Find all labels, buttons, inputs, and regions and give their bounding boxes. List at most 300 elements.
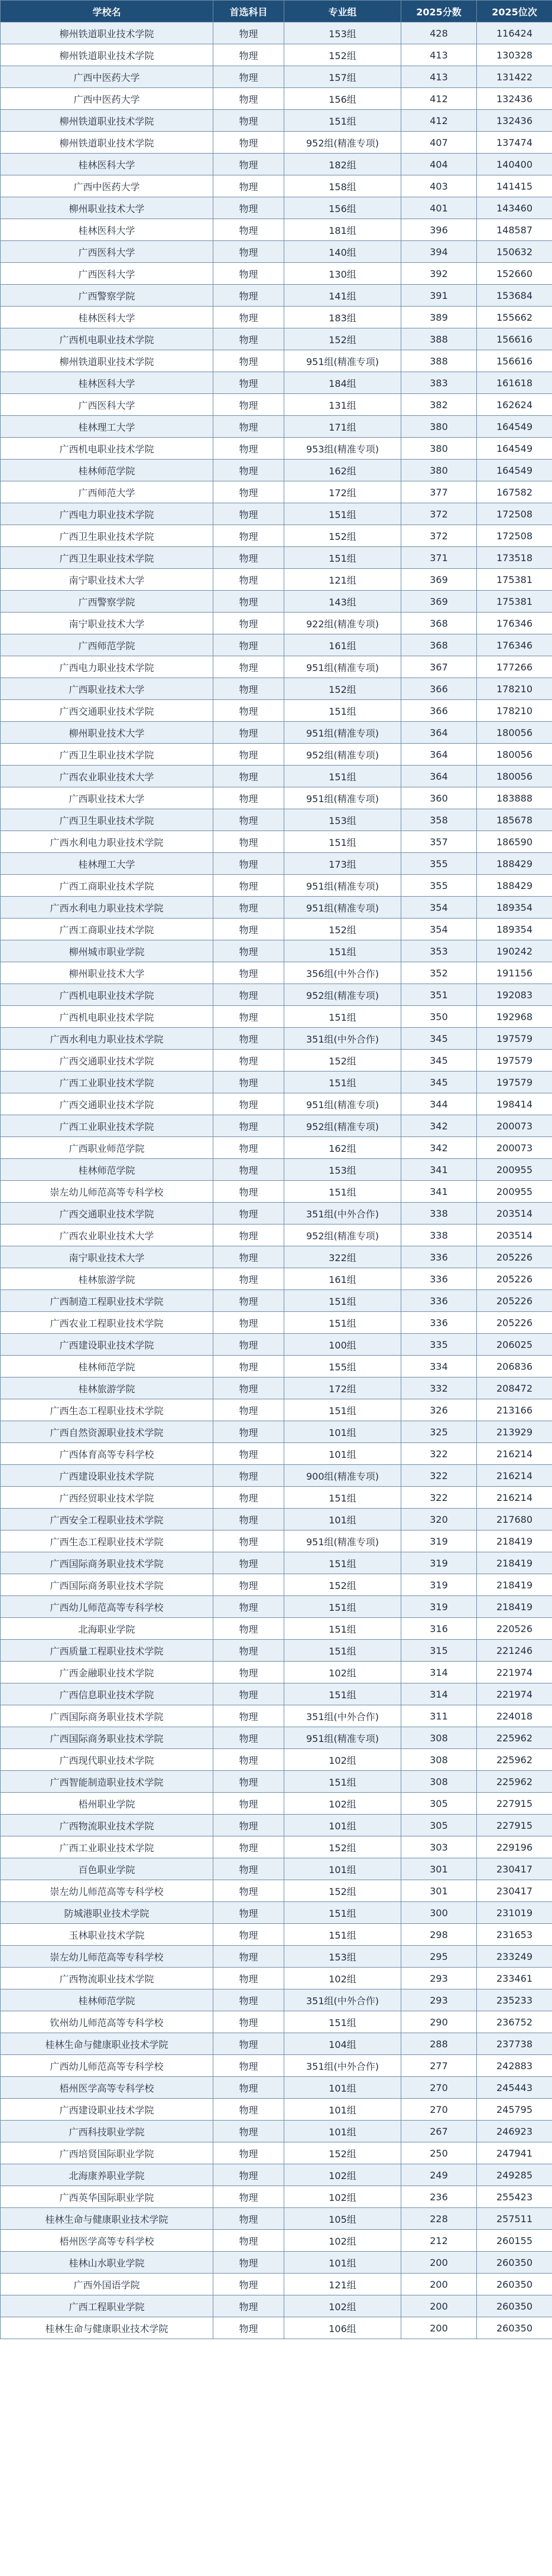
- school-name-cell: 广西水利电力职业技术学院: [1, 831, 213, 853]
- school-name-cell: 柳州铁道职业技术学院: [1, 350, 213, 372]
- rank-cell: 164549: [477, 438, 552, 460]
- subject-cell: 物理: [213, 1530, 284, 1552]
- major-group-cell: 951组(精准专项): [284, 897, 401, 919]
- major-group-cell: 101组: [284, 2077, 401, 2099]
- rank-cell: 220526: [477, 1618, 552, 1640]
- table-row: [1, 831, 552, 853]
- table-row: [1, 2230, 552, 2252]
- school-name-cell: 广西农业工程职业技术学院: [1, 1312, 213, 1334]
- table-row: [1, 328, 552, 350]
- school-name-cell: 桂林医科大学: [1, 307, 213, 328]
- major-group-cell: 101组: [284, 1443, 401, 1465]
- rank-cell: 156616: [477, 350, 552, 372]
- table-row: [1, 809, 552, 831]
- score-cell: 314: [401, 1662, 477, 1683]
- score-cell: 334: [401, 1356, 477, 1377]
- major-group-cell: 101组: [284, 1421, 401, 1443]
- table-row: [1, 44, 552, 66]
- subject-cell: 物理: [213, 416, 284, 438]
- subject-cell: 物理: [213, 241, 284, 263]
- rank-cell: 260155: [477, 2230, 552, 2252]
- table-row: [1, 1093, 552, 1115]
- table-row: [1, 372, 552, 394]
- rank-cell: 208472: [477, 1377, 552, 1399]
- rank-cell: 230417: [477, 1880, 552, 1902]
- subject-cell: 物理: [213, 1093, 284, 1115]
- subject-cell: 物理: [213, 460, 284, 481]
- score-cell: 382: [401, 394, 477, 416]
- score-cell: 301: [401, 1880, 477, 1902]
- subject-cell: 物理: [213, 1290, 284, 1312]
- subject-cell: 物理: [213, 809, 284, 831]
- rank-cell: 164549: [477, 416, 552, 438]
- major-group-cell: 151组: [284, 766, 401, 787]
- score-cell: 388: [401, 350, 477, 372]
- table-row: [1, 154, 552, 175]
- major-group-cell: 153组: [284, 1946, 401, 1968]
- rank-cell: 150632: [477, 241, 552, 263]
- table-row: [1, 1662, 552, 1683]
- subject-cell: 物理: [213, 1399, 284, 1421]
- school-name-cell: 广西国际商务职业技术学院: [1, 1552, 213, 1574]
- table-row: [1, 350, 552, 372]
- table-row: [1, 1574, 552, 1596]
- major-group-cell: 151组: [284, 1618, 401, 1640]
- table-row: [1, 219, 552, 241]
- school-name-cell: 广西医科大学: [1, 263, 213, 285]
- score-cell: 352: [401, 962, 477, 984]
- rank-cell: 200073: [477, 1137, 552, 1159]
- school-name-cell: 广西警察学院: [1, 591, 213, 613]
- subject-cell: 物理: [213, 766, 284, 787]
- table-row: [1, 1683, 552, 1705]
- subject-cell: 物理: [213, 1727, 284, 1749]
- major-group-cell: 173组: [284, 853, 401, 875]
- score-cell: 364: [401, 744, 477, 766]
- major-group-cell: 151组: [284, 2011, 401, 2033]
- table-row: [1, 1421, 552, 1443]
- school-name-cell: 广西师范学院: [1, 634, 213, 656]
- school-name-cell: 南宁职业技术大学: [1, 569, 213, 591]
- table-row: [1, 2295, 552, 2317]
- table-row: [1, 853, 552, 875]
- school-name-cell: 广西质量工程职业技术学院: [1, 1640, 213, 1662]
- rank-cell: 231653: [477, 1924, 552, 1946]
- subject-cell: 物理: [213, 1552, 284, 1574]
- rank-cell: 245443: [477, 2077, 552, 2099]
- major-group-cell: 162组: [284, 1137, 401, 1159]
- rank-cell: 183888: [477, 787, 552, 809]
- subject-cell: 物理: [213, 2011, 284, 2033]
- score-cell: 380: [401, 460, 477, 481]
- major-group-cell: 356组(中外合作): [284, 962, 401, 984]
- rank-cell: 200955: [477, 1181, 552, 1203]
- rank-cell: 249285: [477, 2164, 552, 2186]
- school-name-cell: 桂林生命与健康职业技术学院: [1, 2208, 213, 2230]
- table-row: [1, 700, 552, 722]
- score-cell: 364: [401, 722, 477, 744]
- subject-cell: 物理: [213, 1225, 284, 1246]
- table-row: [1, 1225, 552, 1246]
- subject-cell: 物理: [213, 1377, 284, 1399]
- score-cell: 380: [401, 416, 477, 438]
- major-group-cell: 156组: [284, 197, 401, 219]
- score-cell: 372: [401, 503, 477, 525]
- table-row: [1, 1836, 552, 1858]
- major-group-cell: 151组: [284, 940, 401, 962]
- rank-cell: 218419: [477, 1530, 552, 1552]
- score-cell: 342: [401, 1137, 477, 1159]
- score-cell: 336: [401, 1312, 477, 1334]
- rank-cell: 235233: [477, 1989, 552, 2011]
- major-group-cell: 151组: [284, 1640, 401, 1662]
- table-row: [1, 547, 552, 569]
- table-row: [1, 460, 552, 481]
- school-name-cell: 广西水利电力职业技术学院: [1, 897, 213, 919]
- score-cell: 355: [401, 875, 477, 897]
- header-major-group: 专业组: [284, 1, 401, 22]
- school-name-cell: 玉林职业技术学院: [1, 1924, 213, 1946]
- major-group-cell: 151组: [284, 1771, 401, 1793]
- rank-cell: 221974: [477, 1662, 552, 1683]
- table-row: [1, 2252, 552, 2274]
- table-row: [1, 438, 552, 460]
- header-rank: 2025位次: [477, 1, 552, 22]
- school-name-cell: 广西职业技术大学: [1, 787, 213, 809]
- table-row: [1, 962, 552, 984]
- table-row: [1, 503, 552, 525]
- major-group-cell: 152组: [284, 1574, 401, 1596]
- rank-cell: 175381: [477, 591, 552, 613]
- score-cell: 396: [401, 219, 477, 241]
- subject-cell: 物理: [213, 1268, 284, 1290]
- school-name-cell: 广西交通职业技术学院: [1, 1093, 213, 1115]
- subject-cell: 物理: [213, 831, 284, 853]
- major-group-cell: 101组: [284, 2099, 401, 2121]
- major-group-cell: 106组: [284, 2317, 401, 2339]
- rank-cell: 141415: [477, 175, 552, 197]
- school-name-cell: 广西国际商务职业技术学院: [1, 1574, 213, 1596]
- major-group-cell: 951组(精准专项): [284, 875, 401, 897]
- score-cell: 314: [401, 1683, 477, 1705]
- school-name-cell: 广西机电职业技术学院: [1, 984, 213, 1006]
- score-cell: 358: [401, 809, 477, 831]
- table-header-row: [1, 1, 552, 22]
- score-cell: 407: [401, 132, 477, 154]
- rank-cell: 246923: [477, 2121, 552, 2142]
- subject-cell: 物理: [213, 744, 284, 766]
- subject-cell: 物理: [213, 350, 284, 372]
- table-row: [1, 2099, 552, 2121]
- rank-cell: 237738: [477, 2033, 552, 2055]
- rank-cell: 191156: [477, 962, 552, 984]
- score-cell: 332: [401, 1377, 477, 1399]
- subject-cell: 物理: [213, 853, 284, 875]
- school-name-cell: 广西物流职业技术学院: [1, 1815, 213, 1836]
- score-cell: 372: [401, 525, 477, 547]
- subject-cell: 物理: [213, 132, 284, 154]
- rank-cell: 173518: [477, 547, 552, 569]
- subject-cell: 物理: [213, 1880, 284, 1902]
- score-cell: 290: [401, 2011, 477, 2033]
- subject-cell: 物理: [213, 438, 284, 460]
- score-cell: 391: [401, 285, 477, 307]
- table-row: [1, 1946, 552, 1968]
- school-name-cell: 广西医科大学: [1, 241, 213, 263]
- major-group-cell: 151组: [284, 1312, 401, 1334]
- score-cell: 293: [401, 1989, 477, 2011]
- rank-cell: 192083: [477, 984, 552, 1006]
- table-row: [1, 1530, 552, 1552]
- school-name-cell: 广西工程职业学院: [1, 2295, 213, 2317]
- subject-cell: 物理: [213, 2186, 284, 2208]
- school-name-cell: 广西中医药大学: [1, 66, 213, 88]
- table-row: [1, 1028, 552, 1050]
- score-cell: 341: [401, 1181, 477, 1203]
- table-row: [1, 656, 552, 678]
- school-name-cell: 广西外国语学院: [1, 2274, 213, 2295]
- school-name-cell: 防城港职业技术学院: [1, 1902, 213, 1924]
- major-group-cell: 151组: [284, 831, 401, 853]
- table-row: [1, 1487, 552, 1509]
- major-group-cell: 183组: [284, 307, 401, 328]
- major-group-cell: 351组(中外合作): [284, 1028, 401, 1050]
- major-group-cell: 151组: [284, 1006, 401, 1028]
- rank-cell: 229196: [477, 1836, 552, 1858]
- rank-cell: 189354: [477, 919, 552, 940]
- table-row: [1, 1771, 552, 1793]
- rank-cell: 233249: [477, 1946, 552, 1968]
- subject-cell: 物理: [213, 263, 284, 285]
- subject-cell: 物理: [213, 66, 284, 88]
- school-name-cell: 桂林旅游学院: [1, 1268, 213, 1290]
- score-cell: 308: [401, 1727, 477, 1749]
- table-row: [1, 2208, 552, 2230]
- rank-cell: 216214: [477, 1465, 552, 1487]
- subject-cell: 物理: [213, 1006, 284, 1028]
- subject-cell: 物理: [213, 940, 284, 962]
- table-row: [1, 1203, 552, 1225]
- rank-cell: 233461: [477, 1968, 552, 1989]
- table-row: [1, 1115, 552, 1137]
- table-row: [1, 2317, 552, 2339]
- subject-cell: 物理: [213, 1640, 284, 1662]
- score-cell: 336: [401, 1246, 477, 1268]
- major-group-cell: 101组: [284, 2252, 401, 2274]
- table-row: [1, 1334, 552, 1356]
- major-group-cell: 952组(精准专项): [284, 744, 401, 766]
- rank-cell: 180056: [477, 722, 552, 744]
- subject-cell: 物理: [213, 2295, 284, 2317]
- score-cell: 270: [401, 2077, 477, 2099]
- school-name-cell: 梧州医学高等专科学校: [1, 2077, 213, 2099]
- school-name-cell: 桂林旅游学院: [1, 1377, 213, 1399]
- subject-cell: 物理: [213, 2274, 284, 2295]
- major-group-cell: 172组: [284, 481, 401, 503]
- table-row: [1, 1181, 552, 1203]
- table-row: [1, 307, 552, 328]
- school-name-cell: 广西建设职业技术学院: [1, 2099, 213, 2121]
- school-name-cell: 桂林理工大学: [1, 853, 213, 875]
- rank-cell: 197579: [477, 1072, 552, 1093]
- major-group-cell: 151组: [284, 1596, 401, 1618]
- subject-cell: 物理: [213, 678, 284, 700]
- major-group-cell: 151组: [284, 700, 401, 722]
- subject-cell: 物理: [213, 634, 284, 656]
- major-group-cell: 151组: [284, 1683, 401, 1705]
- school-name-cell: 柳州职业技术大学: [1, 962, 213, 984]
- major-group-cell: 162组: [284, 460, 401, 481]
- score-cell: 295: [401, 1946, 477, 1968]
- table-row: [1, 1006, 552, 1028]
- major-group-cell: 152组: [284, 919, 401, 940]
- subject-cell: 物理: [213, 1946, 284, 1968]
- table-row: [1, 132, 552, 154]
- major-group-cell: 151组: [284, 1902, 401, 1924]
- score-cell: 351: [401, 984, 477, 1006]
- rank-cell: 206025: [477, 1334, 552, 1356]
- subject-cell: 物理: [213, 547, 284, 569]
- subject-cell: 物理: [213, 613, 284, 634]
- major-group-cell: 151组: [284, 1924, 401, 1946]
- score-cell: 360: [401, 787, 477, 809]
- header-subject: 首选科目: [213, 1, 284, 22]
- school-name-cell: 广西信息职业技术学院: [1, 1683, 213, 1705]
- subject-cell: 物理: [213, 1902, 284, 1924]
- rank-cell: 225962: [477, 1727, 552, 1749]
- subject-cell: 物理: [213, 1705, 284, 1727]
- school-name-cell: 广西医科大学: [1, 394, 213, 416]
- school-name-cell: 广西体育高等专科学校: [1, 1443, 213, 1465]
- rank-cell: 130328: [477, 44, 552, 66]
- school-name-cell: 北海职业学院: [1, 1618, 213, 1640]
- subject-cell: 物理: [213, 481, 284, 503]
- score-cell: 394: [401, 241, 477, 263]
- rank-cell: 162624: [477, 394, 552, 416]
- subject-cell: 物理: [213, 722, 284, 744]
- school-name-cell: 桂林医科大学: [1, 219, 213, 241]
- score-cell: 335: [401, 1334, 477, 1356]
- score-cell: 413: [401, 44, 477, 66]
- subject-cell: 物理: [213, 2121, 284, 2142]
- rank-cell: 227915: [477, 1793, 552, 1815]
- table-row: [1, 1159, 552, 1181]
- major-group-cell: 952组(精准专项): [284, 984, 401, 1006]
- subject-cell: 物理: [213, 1421, 284, 1443]
- major-group-cell: 171组: [284, 416, 401, 438]
- table-row: [1, 2121, 552, 2142]
- subject-cell: 物理: [213, 1465, 284, 1487]
- school-name-cell: 桂林理工大学: [1, 416, 213, 438]
- score-cell: 267: [401, 2121, 477, 2142]
- major-group-cell: 104组: [284, 2033, 401, 2055]
- score-cell: 413: [401, 66, 477, 88]
- school-name-cell: 广西制造工程职业技术学院: [1, 1290, 213, 1312]
- score-cell: 412: [401, 88, 477, 110]
- major-group-cell: 102组: [284, 1749, 401, 1771]
- major-group-cell: 102组: [284, 2230, 401, 2252]
- rank-cell: 132436: [477, 88, 552, 110]
- rank-cell: 192968: [477, 1006, 552, 1028]
- table-row: [1, 2077, 552, 2099]
- subject-cell: 物理: [213, 1924, 284, 1946]
- rank-cell: 227915: [477, 1815, 552, 1836]
- score-cell: 404: [401, 154, 477, 175]
- rank-cell: 186590: [477, 831, 552, 853]
- school-name-cell: 广西现代职业技术学院: [1, 1749, 213, 1771]
- subject-cell: 物理: [213, 285, 284, 307]
- table-row: [1, 1465, 552, 1487]
- subject-cell: 物理: [213, 219, 284, 241]
- table-row: [1, 416, 552, 438]
- rank-cell: 216214: [477, 1443, 552, 1465]
- table-body: [1, 22, 552, 2339]
- subject-cell: 物理: [213, 2033, 284, 2055]
- score-cell: 322: [401, 1487, 477, 1509]
- rank-cell: 161618: [477, 372, 552, 394]
- subject-cell: 物理: [213, 1618, 284, 1640]
- table-row: [1, 1989, 552, 2011]
- school-name-cell: 柳州铁道职业技术学院: [1, 132, 213, 154]
- subject-cell: 物理: [213, 1356, 284, 1377]
- score-cell: 298: [401, 1924, 477, 1946]
- school-name-cell: 广西幼儿师范高等专科学校: [1, 1596, 213, 1618]
- school-name-cell: 桂林师范学院: [1, 460, 213, 481]
- score-cell: 354: [401, 919, 477, 940]
- major-group-cell: 121组: [284, 569, 401, 591]
- subject-cell: 物理: [213, 154, 284, 175]
- rank-cell: 205226: [477, 1290, 552, 1312]
- school-name-cell: 广西培贤国际职业学院: [1, 2142, 213, 2164]
- table-row: [1, 1749, 552, 1771]
- subject-cell: 物理: [213, 88, 284, 110]
- rank-cell: 131422: [477, 66, 552, 88]
- table-row: [1, 1290, 552, 1312]
- rank-cell: 188429: [477, 875, 552, 897]
- score-cell: 344: [401, 1093, 477, 1115]
- school-name-cell: 柳州铁道职业技术学院: [1, 22, 213, 44]
- rank-cell: 230417: [477, 1858, 552, 1880]
- major-group-cell: 151组: [284, 547, 401, 569]
- rank-cell: 188429: [477, 853, 552, 875]
- score-cell: 369: [401, 591, 477, 613]
- score-cell: 308: [401, 1771, 477, 1793]
- subject-cell: 物理: [213, 700, 284, 722]
- major-group-cell: 161组: [284, 634, 401, 656]
- score-cell: 336: [401, 1290, 477, 1312]
- table-row: [1, 66, 552, 88]
- rank-cell: 213929: [477, 1421, 552, 1443]
- table-row: [1, 678, 552, 700]
- score-cell: 341: [401, 1159, 477, 1181]
- school-name-cell: 广西工业职业技术学院: [1, 1115, 213, 1137]
- major-group-cell: 102组: [284, 1662, 401, 1683]
- rank-cell: 260350: [477, 2295, 552, 2317]
- rank-cell: 116424: [477, 22, 552, 44]
- table-row: [1, 2011, 552, 2033]
- table-row: [1, 984, 552, 1006]
- rank-cell: 213166: [477, 1399, 552, 1421]
- score-cell: 305: [401, 1815, 477, 1836]
- table-row: [1, 591, 552, 613]
- rank-cell: 260350: [477, 2274, 552, 2295]
- subject-cell: 物理: [213, 1815, 284, 1836]
- rank-cell: 218419: [477, 1574, 552, 1596]
- school-name-cell: 广西安全工程职业技术学院: [1, 1509, 213, 1530]
- school-name-cell: 崇左幼儿师范高等专科学校: [1, 1880, 213, 1902]
- subject-cell: 物理: [213, 1028, 284, 1050]
- major-group-cell: 130组: [284, 263, 401, 285]
